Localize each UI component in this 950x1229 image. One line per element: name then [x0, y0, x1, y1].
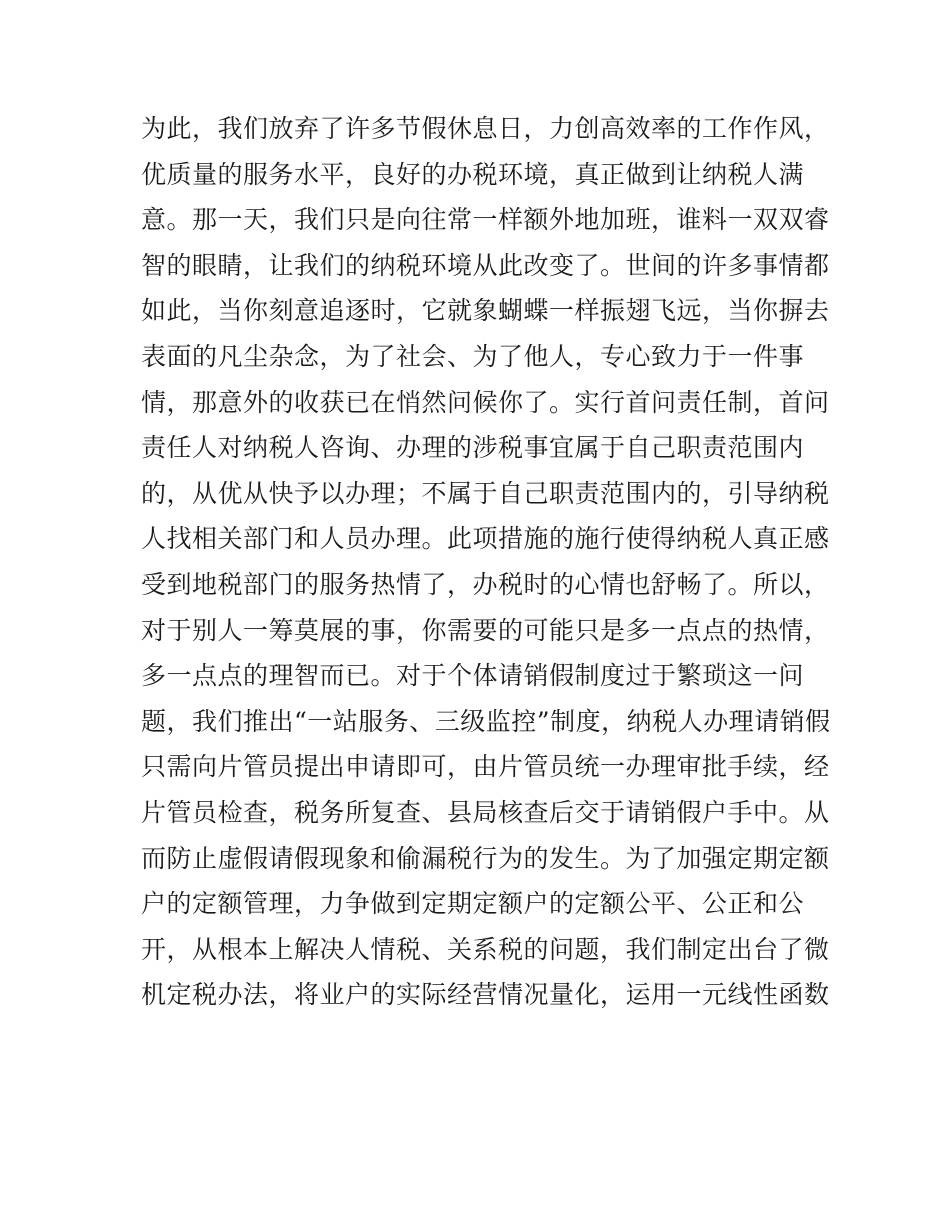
text-line: 人找相关部门和人员办理。此项措施的施行使得纳税人真正感	[141, 524, 830, 554]
text-line: 户的定额管理，力争做到定期定额户的定额公平、公正和公	[141, 889, 805, 919]
text-line: 机定税办法，将业户的实际经营情况量化，运用一元线性函数	[141, 980, 830, 1010]
text-line: 对于别人一筹莫展的事，你需要的可能只是多一点点的热情，	[141, 615, 830, 645]
text-line: 而防止虚假请假现象和偷漏税行为的发生。为了加强定期定额	[141, 843, 830, 873]
text-line: 优质量的服务水平，良好的办税环境，真正做到让纳税人满	[141, 159, 805, 189]
text-line: 只需向片管员提出申请即可，由片管员统一办理审批手续，经	[141, 752, 830, 782]
text-line: 表面的凡尘杂念，为了社会、为了他人，专心致力于一件事	[141, 341, 805, 371]
text-line: 责任人对纳税人咨询、办理的涉税事宜属于自己职责范围内	[141, 433, 805, 463]
text-line: 智的眼睛，让我们的纳税环境从此改变了。世间的许多事情都	[141, 250, 830, 280]
text-line: 情，那意外的收获已在悄然问候你了。实行首问责任制，首问	[141, 387, 830, 417]
text-line: 多一点点的理智而已。对于个体请销假制度过于繁琐这一问	[141, 661, 805, 691]
text-line: 的，从优从快予以办理；不属于自己职责范围内的，引导纳税	[141, 478, 830, 508]
text-line: 如此，当你刻意追逐时，它就象蝴蝶一样振翅飞远，当你摒去	[141, 296, 830, 326]
text-line: 题，我们推出“一站服务、三级监控”制度，纳税人办理请销假	[141, 706, 831, 736]
text-line: 受到地税部门的服务热情了，办税时的心情也舒畅了。所以，	[141, 569, 830, 599]
text-line: 开，从根本上解决人情税、关系税的问题，我们制定出台了微	[141, 934, 830, 964]
text-line: 片管员检查，税务所复查、县局核查后交于请销假户手中。从	[141, 797, 830, 827]
text-line: 意。那一天，我们只是向往常一样额外地加班，谁料一双双睿	[141, 205, 830, 235]
body-paragraph	[141, 106, 831, 1018]
text-line: 为此，我们放弃了许多节假休息日，力创高效率的工作作风，	[141, 114, 830, 143]
